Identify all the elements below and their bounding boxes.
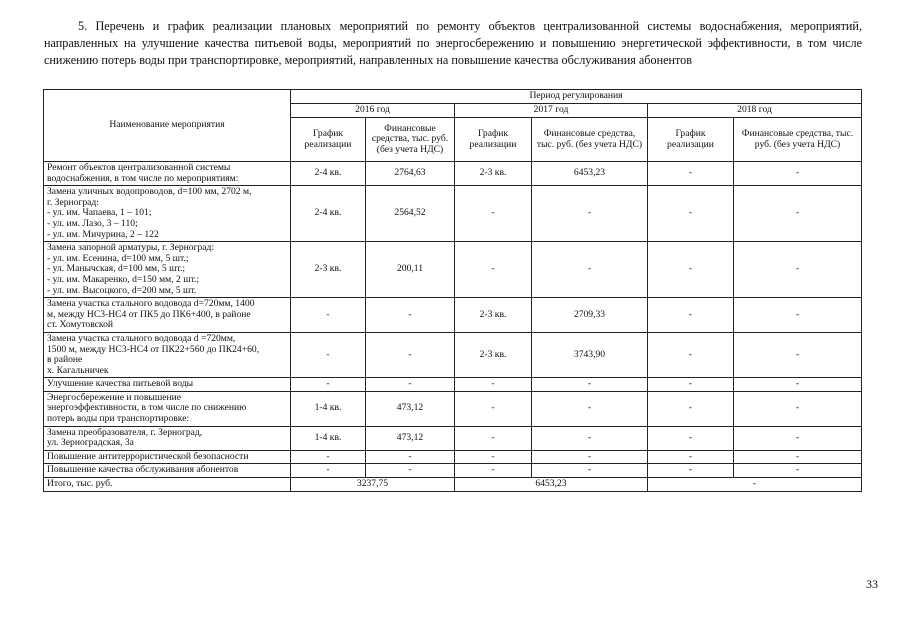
schedule-2016-cell: - [291, 378, 366, 392]
page-number: 33 [866, 577, 878, 591]
schedule-2018-cell: - [648, 450, 734, 464]
finance-2017-cell: - [532, 450, 648, 464]
activity-name [44, 450, 291, 464]
finance-2017-cell: - [532, 378, 648, 392]
activity-name-line: ст. Хомутовской [47, 319, 114, 331]
schedule-2018-cell: - [648, 378, 734, 392]
table-row [44, 162, 862, 186]
activity-name [44, 162, 291, 186]
activity-name-line: х. Кагальничек [47, 364, 109, 376]
schedule-2017-cell: 2-3 кв. [455, 162, 532, 186]
activity-name [44, 332, 291, 377]
activity-name-line: - ул. им. Макаренко, d=150 мм, 2 шт.; [47, 273, 200, 285]
finance-2017-cell: - [532, 186, 648, 242]
schedule-2018-cell: - [648, 186, 734, 242]
finance-2018-cell: - [734, 464, 862, 478]
activity-name-line: - ул. им. Высоцкого, d=200 мм, 5 шт. [47, 284, 197, 296]
activity-name [44, 242, 291, 298]
activity-name-line: энергоэффективности, в том числе по снижению [47, 402, 247, 414]
finance-2018-cell: - [734, 426, 862, 450]
schedule-2018-cell: - [648, 464, 734, 478]
schedule-2016-cell: 2-4 кв. [291, 162, 366, 186]
activity-name [44, 391, 291, 426]
finance-2018-cell: - [734, 378, 862, 392]
schedule-2016-cell: 1-4 кв. [291, 391, 366, 426]
finance-2017-cell: 3743,90 [532, 332, 648, 377]
finance-2017-cell: - [532, 391, 648, 426]
finance-2018-cell: - [734, 242, 862, 298]
total-label: Итого, тыс. руб. [44, 478, 291, 492]
year-header-2017: 2017 год [455, 104, 648, 118]
finance-2016-cell: 200,11 [366, 242, 455, 298]
schedule-2016-cell: - [291, 464, 366, 478]
activity-name [44, 186, 291, 242]
section-heading: 5. Перечень и график реализации плановых мероприятий по ремонту объектов централизованной системы водоснабжения, мероприятий, направленных на улучшение качества питьевой воды, мероприятий по энергосбережению и повышению энергетической эффективности, в том числе снижению потерь воды при транспортировке, мероприятий, направленных на повышение качества обслуживания абонентов [44, 19, 862, 67]
activity-name-line: Энергосбережение и повышение [47, 391, 181, 403]
activity-name [44, 464, 291, 478]
schedule-2018-cell: - [648, 391, 734, 426]
period-header: Период регулирования [291, 90, 862, 104]
total-2018: - [648, 478, 862, 492]
activity-name-line: - ул. им. Чапаева, 1 – 101; [47, 207, 152, 219]
year-header-2018: 2018 год [648, 104, 862, 118]
activity-name-line: - ул. им. Мичурина, 2 – 122 [47, 228, 159, 240]
finance-2016-cell: - [366, 450, 455, 464]
schedule-2018-cell: - [648, 242, 734, 298]
schedule-2017-cell: 2-3 кв. [455, 298, 532, 333]
schedule-2017-cell: - [455, 426, 532, 450]
activity-name [44, 378, 291, 392]
table-row [44, 332, 862, 377]
schedule-2016-cell: - [291, 450, 366, 464]
schedule-2018-cell: - [648, 332, 734, 377]
schedule-header: График реализации [648, 118, 734, 162]
activity-name-line: Замена уличных водопроводов, d=100 мм, 2702 м, [47, 186, 252, 198]
activity-name-line: Замена участка стального водовода d=720мм, 1400 [47, 298, 255, 310]
activity-name-line: - ул. им. Есенина, d=100 мм, 5 шт.; [47, 252, 189, 264]
schedule-2018-cell: - [648, 426, 734, 450]
activity-name-line: - ул. Манычская, d=100 мм, 5 шт.; [47, 263, 186, 275]
finance-2016-cell: 2764,63 [366, 162, 455, 186]
year-header-2016: 2016 год [291, 104, 455, 118]
finance-2016-cell: - [366, 464, 455, 478]
activity-name [44, 426, 291, 450]
schedule-2016-cell: 1-4 кв. [291, 426, 366, 450]
finance-2016-cell: - [366, 332, 455, 377]
activity-name-line: в районе [47, 354, 83, 366]
schedule-header: График реализации [455, 118, 532, 162]
table-row [44, 242, 862, 298]
table-row [44, 298, 862, 333]
schedule-2016-cell: 2-3 кв. [291, 242, 366, 298]
activity-name-line: Повышение качества обслуживания абонентов [47, 464, 239, 476]
activity-name-line: Повышение антитеррористической безопасности [47, 450, 249, 462]
schedule-2016-cell: 2-4 кв. [291, 186, 366, 242]
activity-name-line: г. Зерноград: [47, 196, 99, 208]
activity-name-line: Замена участка стального водовода d =720мм, [47, 332, 236, 344]
finance-2018-cell: - [734, 186, 862, 242]
activity-name-line: ул. Зерноградская, 3а [47, 437, 134, 449]
finance-2018-cell: - [734, 450, 862, 464]
activity-name-line: Ремонт объектов централизованной системы [47, 162, 231, 173]
activity-name [44, 298, 291, 333]
schedule-2017-cell: - [455, 391, 532, 426]
table-row [44, 426, 862, 450]
finance-2018-cell: - [734, 162, 862, 186]
activity-name-line: 1500 м, между НС3-НС4 от ПК22+560 до ПК24+60, [47, 343, 260, 355]
activities-table [43, 89, 862, 492]
schedule-2016-cell: - [291, 332, 366, 377]
finance-header: Финансовые средства, тыс. руб. (без учета НДС) [532, 118, 648, 162]
total-2016: 3237,75 [291, 478, 455, 492]
schedule-2017-cell: 2-3 кв. [455, 332, 532, 377]
table-row [44, 391, 862, 426]
activity-name-line: м, между НС3-НС4 от ПК5 до ПК6+400, в районе [47, 308, 251, 320]
finance-2016-cell: - [366, 298, 455, 333]
finance-2016-cell: 473,12 [366, 426, 455, 450]
activity-name-line: водоснабжения, в том числе по мероприятиям: [47, 172, 239, 184]
finance-2017-cell: - [532, 426, 648, 450]
activity-name-line: Улучшение качества питьевой воды [47, 378, 194, 390]
schedule-header: График реализации [291, 118, 366, 162]
activity-name-line: Замена преобразователя, г. Зерноград, [47, 426, 203, 438]
schedule-2018-cell: - [648, 298, 734, 333]
schedule-2017-cell: - [455, 450, 532, 464]
schedule-2017-cell: - [455, 464, 532, 478]
finance-2018-cell: - [734, 298, 862, 333]
finance-2017-cell: 6453,23 [532, 162, 648, 186]
finance-2018-cell: - [734, 332, 862, 377]
activity-name-line: - ул. им. Лазо, 3 – 110; [47, 217, 138, 229]
finance-header: Финансовые средства, тыс. руб. (без учета НДС) [734, 118, 862, 162]
finance-2016-cell: 473,12 [366, 391, 455, 426]
finance-2017-cell: - [532, 242, 648, 298]
finance-2017-cell: - [532, 464, 648, 478]
table-row [44, 464, 862, 478]
finance-2016-cell: - [366, 378, 455, 392]
schedule-2016-cell: - [291, 298, 366, 333]
total-row [44, 478, 862, 492]
table-row [44, 450, 862, 464]
finance-2016-cell: 2564,52 [366, 186, 455, 242]
schedule-2017-cell: - [455, 242, 532, 298]
finance-header: Финансовые средства, тыс. руб. (без учета НДС) [366, 118, 455, 162]
table-row [44, 186, 862, 242]
schedule-2017-cell: - [455, 186, 532, 242]
total-2017: 6453,23 [455, 478, 648, 492]
schedule-2017-cell: - [455, 378, 532, 392]
activity-name-line: Замена запорной арматуры, г. Зерноград: [47, 242, 215, 254]
name-column-header: Наименование мероприятия [44, 90, 291, 162]
activity-name-line: потерь воды при транспортировке: [47, 413, 190, 425]
table-body [44, 162, 862, 478]
finance-2018-cell: - [734, 391, 862, 426]
finance-2017-cell: 2709,33 [532, 298, 648, 333]
schedule-2018-cell: - [648, 162, 734, 186]
table-row [44, 378, 862, 392]
